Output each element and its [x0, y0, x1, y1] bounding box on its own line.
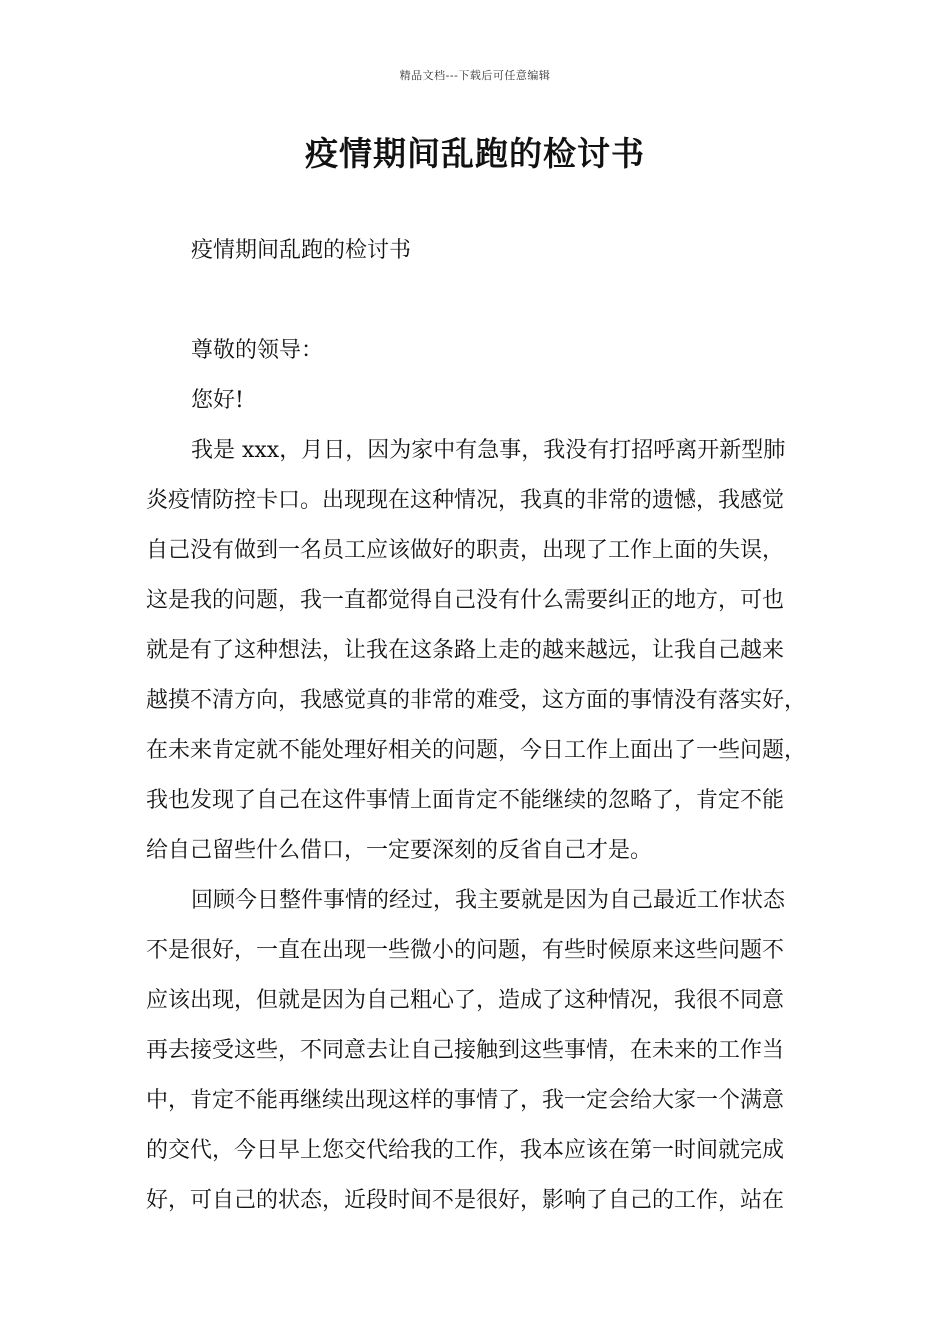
paragraph-line: 给自己留些什么借口，一定要深刻的反省自己才是。 [146, 838, 653, 863]
salutation: 尊敬的领导： [191, 338, 324, 363]
paragraph-line: 越摸不清方向，我感觉真的非常的难受，这方面的事情没有落实好， [146, 688, 807, 713]
document-subtitle: 疫情期间乱跑的检讨书 [191, 238, 412, 263]
paragraph-line: 好，可自己的状态，近段时间不是很好，影响了自己的工作，站在 [146, 1188, 785, 1213]
paragraph-line: 再去接受这些，不同意去让自己接触到这些事情，在未来的工作当 [146, 1038, 785, 1063]
paragraph-line: 就是有了这种想法，让我在这条路上走的越来越远，让我自己越来 [146, 638, 785, 663]
document-title: 疫情期间乱跑的检讨书 [305, 134, 645, 173]
paragraph-line: 的交代，今日早上您交代给我的工作，我本应该在第一时间就完成 [146, 1138, 785, 1163]
paragraph-line: 我也发现了自己在这件事情上面肯定不能继续的忽略了，肯定不能 [146, 788, 785, 813]
greeting: 您好! [191, 388, 244, 413]
paragraph-line: 不是很好，一直在出现一些微小的问题，有些时候原来这些问题不 [146, 938, 785, 963]
paragraph-line: 我是 xxx，月日，因为家中有急事，我没有打招呼离开新型肺 [191, 438, 786, 463]
paragraph-line: 中，肯定不能再继续出现这样的事情了，我一定会给大家一个满意 [146, 1088, 785, 1113]
paragraph-line: 回顾今日整件事情的经过，我主要就是因为自己最近工作状态 [191, 888, 786, 913]
paragraph-line: 炎疫情防控卡口。出现现在这种情况，我真的非常的遗憾，我感觉 [146, 488, 785, 513]
paragraph-line: 应该出现，但就是因为自己粗心了，造成了这种情况，我很不同意 [146, 988, 785, 1013]
paragraph-line: 这是我的问题，我一直都觉得自己没有什么需要纠正的地方，可也 [146, 588, 785, 613]
paragraph-line: 在未来肯定就不能处理好相关的问题，今日工作上面出了一些问题， [146, 738, 807, 763]
paragraph-line: 自己没有做到一名员工应该做好的职责，出现了工作上面的失误， [146, 538, 785, 563]
header-note: 精品文档---下载后可任意编辑 [399, 69, 551, 82]
